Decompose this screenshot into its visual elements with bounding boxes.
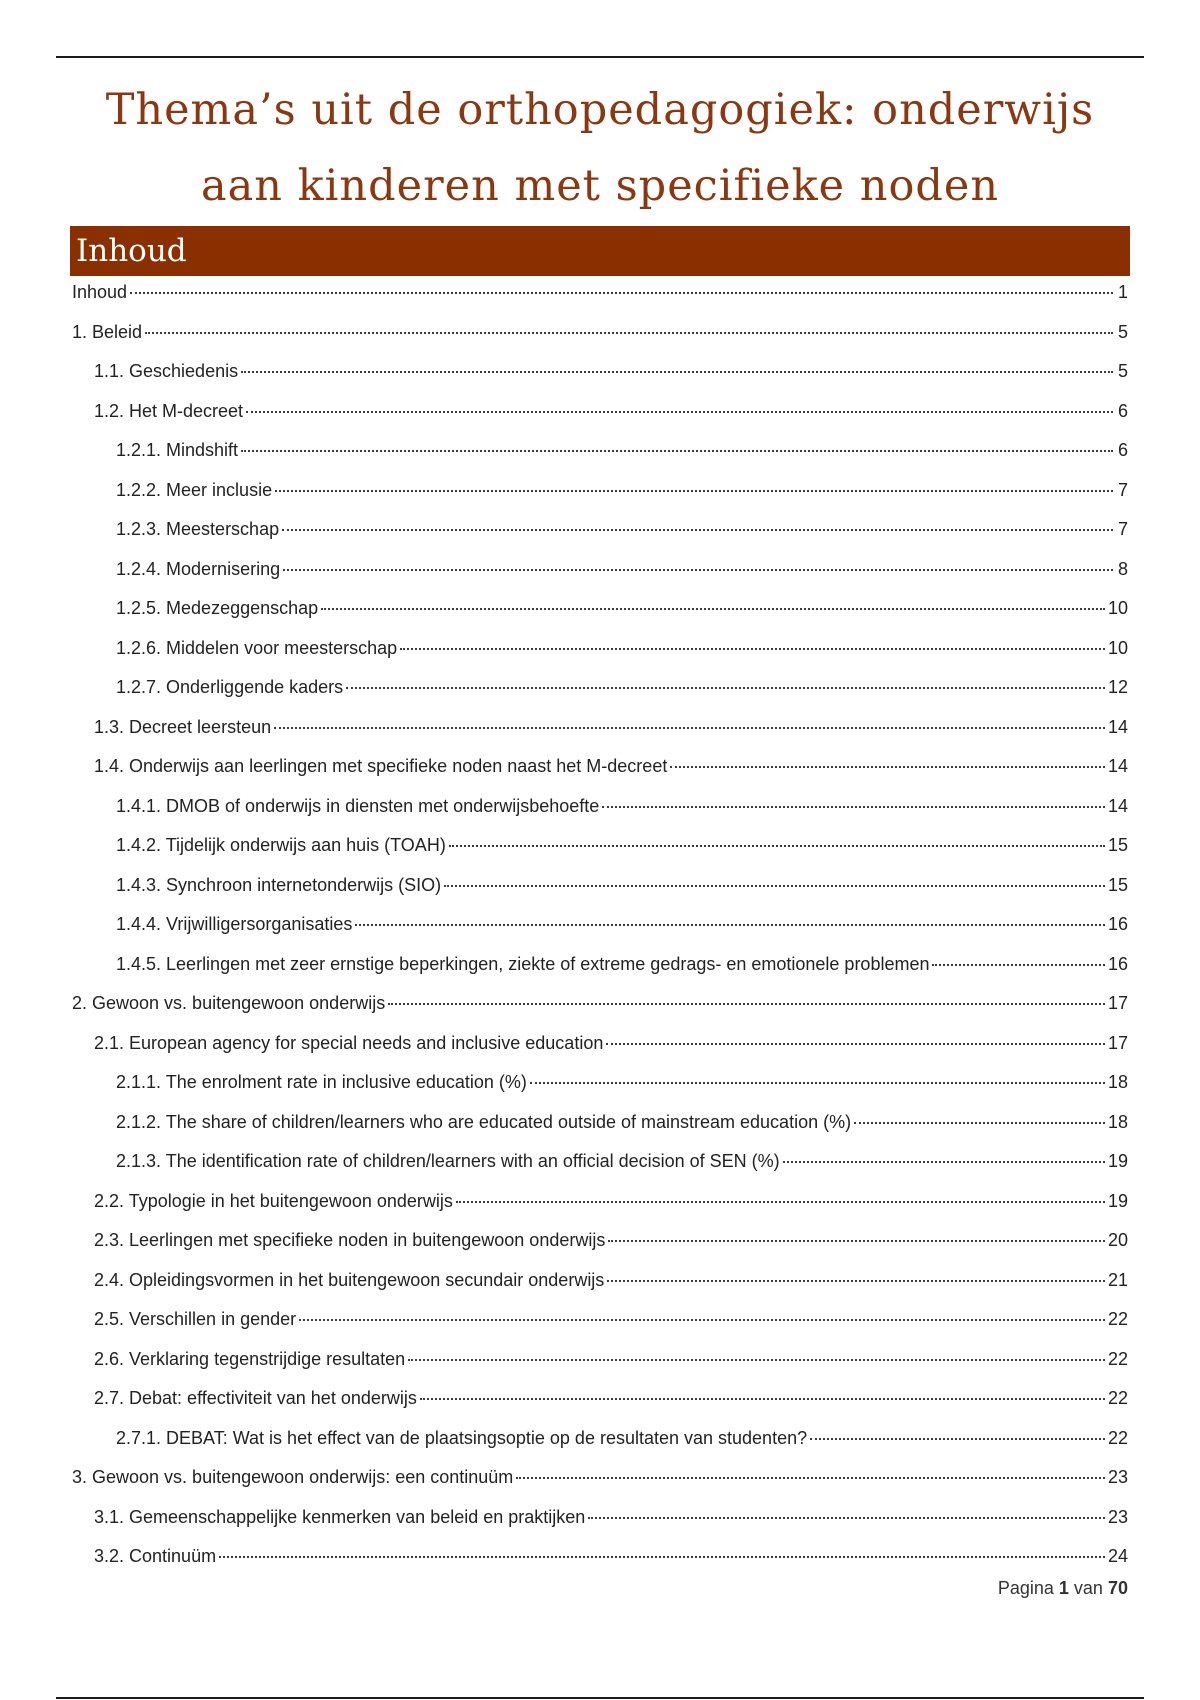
toc-dot-leader (588, 1517, 1105, 1519)
toc-entry-page: 16 (1107, 914, 1128, 934)
toc-entry-page: 22 (1107, 1309, 1128, 1329)
toc-entry-page: 19 (1107, 1151, 1128, 1171)
toc-entry-page: 10 (1107, 598, 1128, 618)
bottom-rule (56, 1697, 1144, 1699)
toc-dot-leader (602, 806, 1105, 808)
toc-dot-leader (355, 924, 1105, 926)
toc-entry[interactable] (72, 1187, 1128, 1227)
toc-entry[interactable] (72, 713, 1128, 753)
toc-entry[interactable] (72, 436, 1128, 476)
toc-entry-label: 1.2.5. Medezeggenschap (116, 598, 319, 618)
toc-dot-leader (282, 529, 1113, 531)
toc-entry-page: 5 (1117, 321, 1128, 342)
toc-entry[interactable] (72, 752, 1128, 792)
toc-entry-label: 1.4.1. DMOB of onderwijs in diensten met onderwijsbehoefte (116, 795, 600, 816)
toc-entry[interactable] (72, 1463, 1128, 1503)
toc-dot-leader (283, 569, 1113, 571)
footer-prefix: Pagina (997, 1578, 1054, 1598)
page-footer (998, 1578, 1128, 1599)
toc-entry[interactable] (72, 1503, 1128, 1543)
toc-dot-leader (810, 1438, 1105, 1440)
toc-entry-label: 1.2.4. Modernisering (116, 558, 281, 579)
toc-entry[interactable] (72, 357, 1128, 397)
toc-entry[interactable] (72, 634, 1128, 674)
toc-entry-label: 2.6. Verklaring tegenstrijdige resultaten (94, 1348, 406, 1369)
toc-entry[interactable] (72, 1345, 1128, 1385)
toc-entry-page: 10 (1107, 637, 1128, 658)
toc-entry[interactable] (72, 950, 1128, 990)
toc-entry-page: 6 (1117, 440, 1128, 460)
toc-entry-page: 7 (1117, 519, 1128, 539)
toc-entry[interactable] (72, 1147, 1128, 1187)
toc-dot-leader (299, 1319, 1105, 1321)
toc-dot-leader (275, 490, 1113, 492)
toc-entry-label: 1.4.4. Vrijwilligersorganisaties (116, 914, 353, 934)
toc-entry[interactable] (72, 278, 1128, 318)
toc-entry-label: 1.2.1. Mindshift (116, 440, 239, 460)
toc-dot-leader (444, 885, 1105, 887)
toc-entry-label: 1.4.5. Leerlingen met zeer ernstige beperkingen, ziekte of extreme gedrags- en emotionele problemen (116, 953, 930, 974)
toc-entry-page: 8 (1117, 558, 1128, 579)
toc-entry-label: 2.1.1. The enrolment rate in inclusive education (%) (116, 1072, 527, 1092)
toc-entry[interactable] (72, 555, 1128, 595)
toc-entry-label: 3.1. Gemeenschappelijke kenmerken van beleid en praktijken (94, 1506, 586, 1527)
toc-entry-page: 23 (1107, 1467, 1128, 1487)
toc-entry-page: 6 (1117, 400, 1128, 421)
table-of-contents (72, 278, 1128, 1582)
toc-entry[interactable] (72, 1384, 1128, 1424)
title-line-1: Thema’s uit de orthopedagogiek: onderwijs (105, 85, 1095, 135)
toc-entry-label: 1.3. Decreet leersteun (94, 716, 272, 737)
toc-entry-label: 2.3. Leerlingen met specifieke noden in buitengewoon onderwijs (94, 1230, 606, 1250)
toc-entry-page: 20 (1107, 1230, 1128, 1250)
toc-dot-leader (456, 1201, 1105, 1203)
toc-dot-leader (608, 1240, 1105, 1242)
toc-dot-leader (449, 845, 1105, 847)
toc-dot-leader (408, 1359, 1105, 1361)
toc-entry-label: 1.2.3. Meesterschap (116, 519, 280, 539)
toc-dot-leader (607, 1280, 1105, 1282)
toc-entry[interactable] (72, 397, 1128, 437)
toc-entry-page: 14 (1107, 795, 1128, 816)
toc-entry[interactable] (72, 1029, 1128, 1069)
toc-entry[interactable] (72, 1305, 1128, 1345)
toc-dot-leader (274, 727, 1105, 729)
toc-dot-leader (219, 1556, 1105, 1558)
toc-entry-label: 1.4.2. Tijdelijk onderwijs aan huis (TOAH) (116, 835, 446, 855)
toc-entry-page: 14 (1107, 716, 1128, 737)
toc-entry-label: 1.2. Het M-decreet (94, 400, 244, 421)
toc-entry-page: 15 (1107, 835, 1128, 855)
toc-dot-leader (346, 687, 1105, 689)
footer-separator: van (1073, 1578, 1103, 1598)
toc-entry-label: 1.2.6. Middelen voor meesterschap (116, 637, 398, 658)
toc-entry[interactable] (72, 1542, 1128, 1582)
toc-dot-leader (241, 371, 1113, 373)
toc-entry[interactable] (72, 594, 1128, 634)
toc-entry-page: 5 (1117, 361, 1128, 381)
title-line-2: aan kinderen met specifieke noden (200, 161, 1000, 211)
toc-dot-leader (400, 648, 1105, 650)
toc-entry-page: 22 (1107, 1348, 1128, 1369)
toc-dot-leader (130, 292, 1113, 294)
toc-entry[interactable] (72, 831, 1128, 871)
toc-entry-page: 17 (1107, 1032, 1128, 1053)
toc-entry-page: 7 (1117, 479, 1128, 500)
top-rule (56, 56, 1144, 58)
toc-entry[interactable] (72, 1226, 1128, 1266)
toc-entry-label: 1. Beleid (72, 321, 143, 342)
toc-entry-page: 18 (1107, 1111, 1128, 1132)
toc-dot-leader (145, 332, 1113, 334)
toc-dot-leader (388, 1003, 1105, 1005)
toc-dot-leader (246, 411, 1113, 413)
toc-entry-page: 24 (1107, 1546, 1128, 1566)
toc-dot-leader (516, 1477, 1105, 1479)
toc-entry-label: 1.4.3. Synchroon internetonderwijs (SIO) (116, 874, 442, 895)
toc-dot-leader (783, 1161, 1105, 1163)
toc-entry[interactable] (72, 989, 1128, 1029)
footer-total-pages: 70 (1107, 1578, 1128, 1598)
toc-entry-label: 2.1.2. The share of children/learners who are educated outside of mainstream education (%) (116, 1111, 852, 1132)
toc-entry[interactable] (72, 1266, 1128, 1306)
toc-entry-page: 17 (1107, 993, 1128, 1013)
toc-entry-page: 21 (1107, 1269, 1128, 1290)
toc-dot-leader (530, 1082, 1105, 1084)
toc-entry[interactable] (72, 515, 1128, 555)
toc-entry-label: 2.7. Debat: effectiviteit van het onderwijs (94, 1388, 417, 1408)
toc-entry[interactable] (72, 1424, 1128, 1464)
toc-entry-label: 2.7.1. DEBAT: Wat is het effect van de plaatsingsoptie op de resultaten van studenten? (116, 1427, 808, 1448)
footer-current-page: 1 (1058, 1578, 1069, 1598)
toc-entry-label: 1.4. Onderwijs aan leerlingen met specifieke noden naast het M-decreet (94, 756, 668, 776)
toc-entry-label: 3. Gewoon vs. buitengewoon onderwijs: een continuüm (72, 1467, 514, 1487)
toc-entry[interactable] (72, 673, 1128, 713)
toc-dot-leader (670, 766, 1105, 768)
toc-heading: Inhoud (70, 226, 1130, 276)
toc-entry-label: 2. Gewoon vs. buitengewoon onderwijs (72, 993, 386, 1013)
toc-entry-label: 1.1. Geschiedenis (94, 361, 239, 381)
document-title (56, 72, 1144, 224)
toc-entry-page: 15 (1107, 874, 1128, 895)
toc-dot-leader (420, 1398, 1105, 1400)
toc-dot-leader (321, 608, 1105, 610)
toc-entry-label: 2.4. Opleidingsvormen in het buitengewoon secundair onderwijs (94, 1269, 605, 1290)
toc-entry-page: 1 (1117, 282, 1128, 302)
toc-dot-leader (854, 1122, 1105, 1124)
toc-entry-label: 2.1. European agency for special needs and inclusive education (94, 1032, 604, 1053)
toc-entry[interactable] (72, 476, 1128, 516)
toc-entry[interactable] (72, 1068, 1128, 1108)
toc-entry-label: 3.2. Continuüm (94, 1546, 217, 1566)
toc-entry-label: Inhoud (72, 282, 128, 302)
toc-entry-label: 1.2.2. Meer inclusie (116, 479, 273, 500)
toc-dot-leader (606, 1043, 1105, 1045)
toc-entry-page: 22 (1107, 1388, 1128, 1408)
toc-entry[interactable] (72, 871, 1128, 911)
toc-entry-page: 16 (1107, 953, 1128, 974)
toc-entry[interactable] (72, 318, 1128, 358)
toc-dot-leader (932, 964, 1104, 966)
toc-entry-page: 19 (1107, 1190, 1128, 1211)
toc-entry-label: 2.1.3. The identification rate of children/learners with an official decision of SEN (%) (116, 1151, 780, 1171)
toc-entry-label: 2.2. Typologie in het buitengewoon onderwijs (94, 1190, 453, 1211)
toc-entry[interactable] (72, 792, 1128, 832)
toc-dot-leader (241, 450, 1113, 452)
toc-entry[interactable] (72, 1108, 1128, 1148)
toc-entry-page: 18 (1107, 1072, 1128, 1092)
toc-entry-page: 22 (1107, 1427, 1128, 1448)
toc-entry-label: 2.5. Verschillen in gender (94, 1309, 297, 1329)
toc-entry-page: 12 (1107, 677, 1128, 697)
toc-entry-page: 23 (1107, 1506, 1128, 1527)
toc-entry-label: 1.2.7. Onderliggende kaders (116, 677, 344, 697)
toc-entry-page: 14 (1107, 756, 1128, 776)
toc-entry[interactable] (72, 910, 1128, 950)
